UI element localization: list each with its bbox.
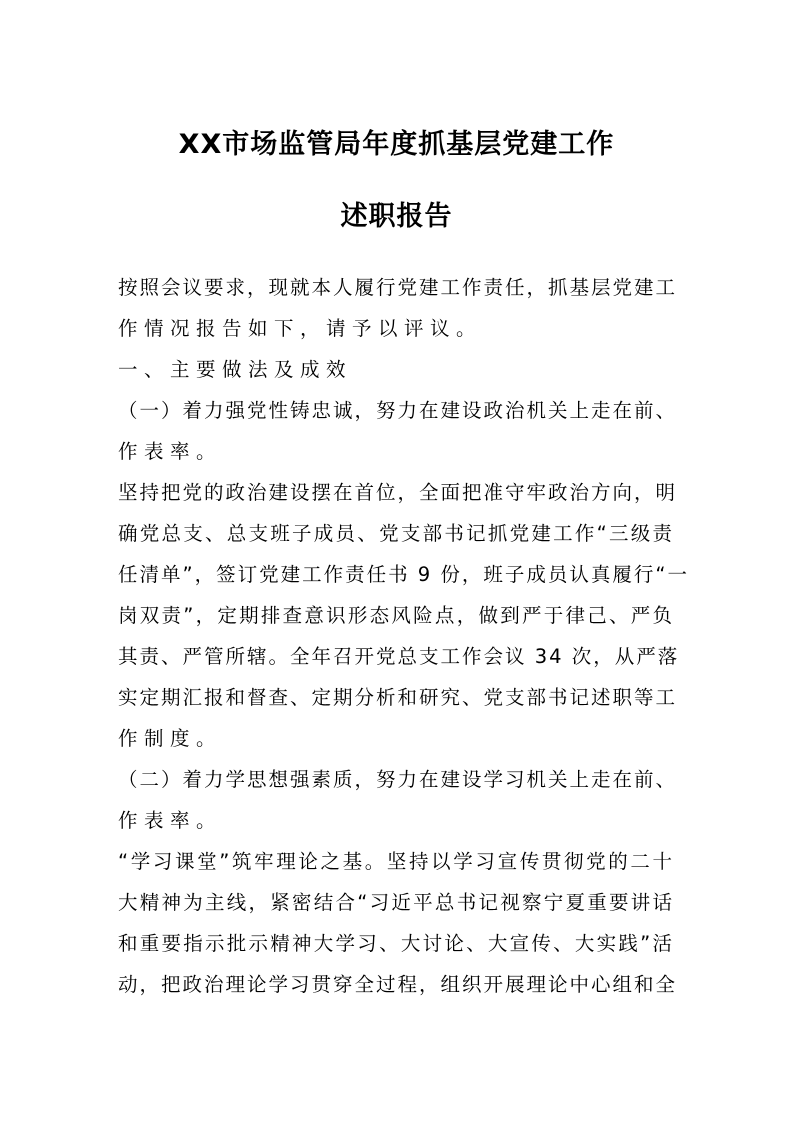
text-line: 动，把政治理论学习贯穿全过程，组织开展理论中心组和全: [118, 973, 678, 996]
document-body: [118, 267, 690, 1005]
text-line: （一）着力强党性铸忠诚，努力在建设政治机关上走在前、: [118, 399, 678, 422]
text-line: 坚持把党的政治建设摆在首位，全面把准守牢政治方向，明: [118, 481, 678, 504]
text-line: 作情况报告如下，请予以评议。: [118, 317, 483, 340]
text-line: “学习课堂”筑牢理论之基。坚持以学习宣传贯彻党的二十: [118, 850, 674, 873]
text-line: （二）着力学思想强素质，努力在建设学习机关上走在前、: [118, 768, 678, 791]
text-line: 任清单”，签订党建工作责任书 9 份，班子成员认真履行“一: [118, 563, 690, 586]
text-line: 作制度。: [118, 727, 223, 750]
text-line: 作表率。: [118, 809, 223, 832]
text-line: 其责、严管所辖。全年召开党总支工作会议 34 次，从严落: [118, 645, 680, 668]
text-line: 按照会议要求，现就本人履行党建工作责任，抓基层党建工: [118, 276, 678, 299]
text-line: 和重要指示批示精神大学习、大讨论、大宣传、大实践”活: [118, 932, 674, 955]
document-title-line-2: 述职报告: [340, 201, 453, 232]
text-line: 作表率。: [118, 440, 223, 463]
text-line: 大精神为主线，紧密结合“习近平总书记视察宁夏重要讲话: [118, 891, 674, 914]
text-line: 岗双责”，定期排查意识形态风险点，做到严于律己、严负: [118, 604, 674, 627]
text-line: 实定期汇报和督查、定期分析和研究、党支部书记述职等工: [118, 686, 678, 709]
text-line: 确党总支、总支班子成员、党支部书记抓党建工作“三级责: [118, 522, 674, 545]
text-line: 一、主要做法及成效: [118, 358, 353, 381]
document-title-line-1: XX市场监管局年度抓基层党建工作: [178, 129, 615, 160]
